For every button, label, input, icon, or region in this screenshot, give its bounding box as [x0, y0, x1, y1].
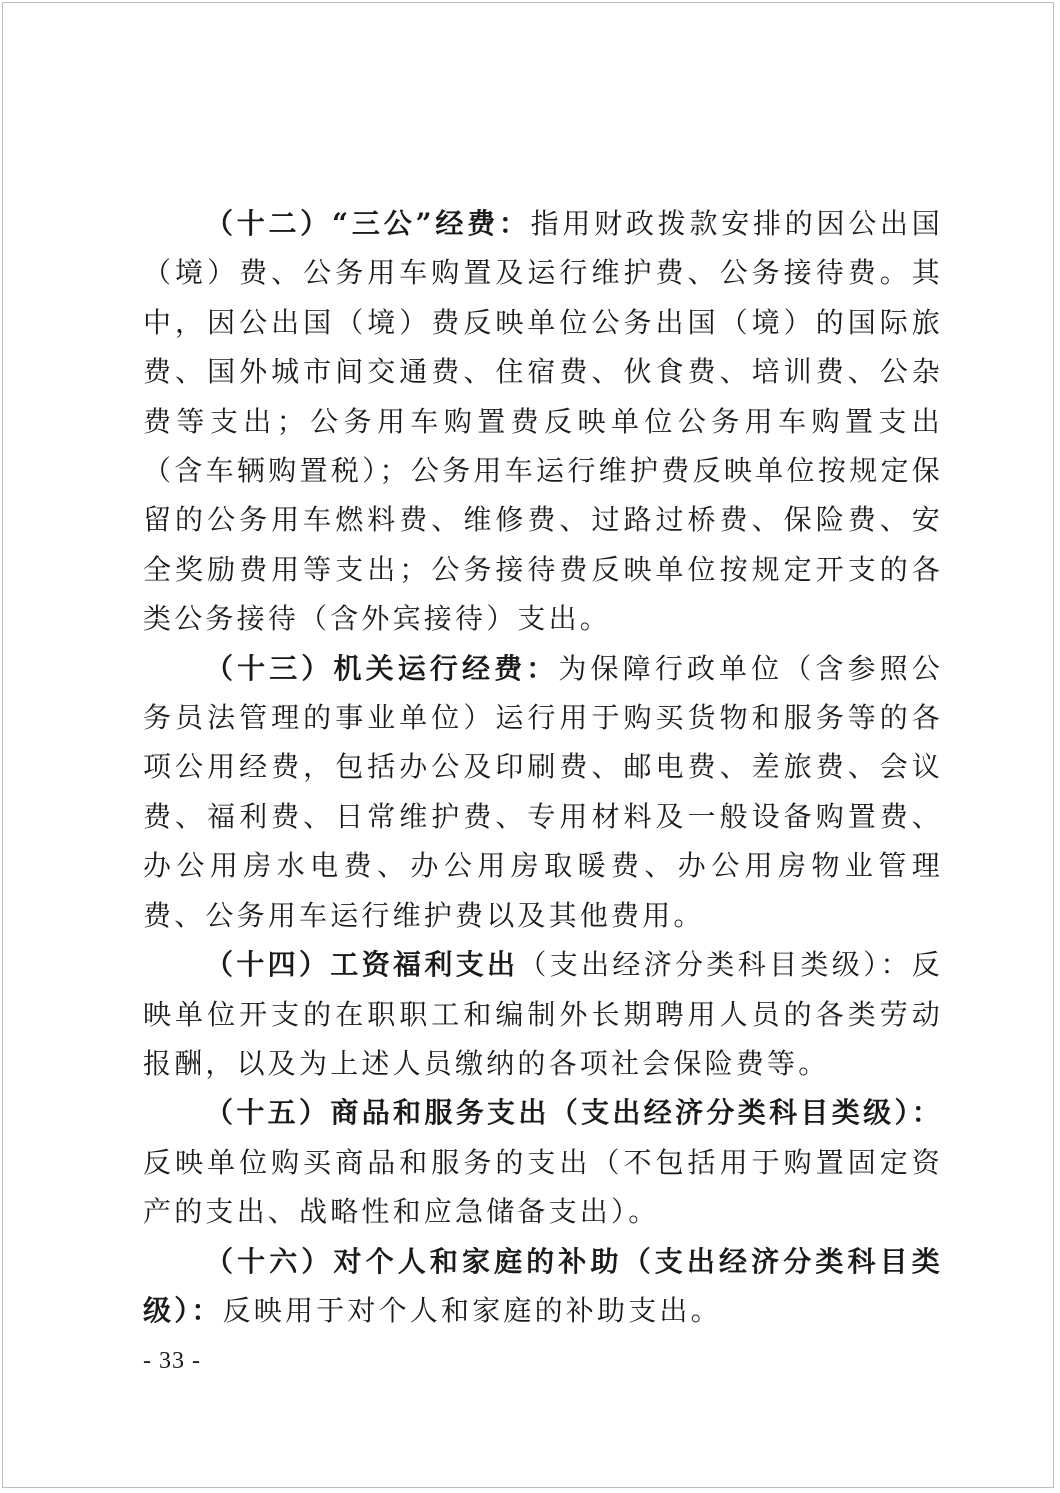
- paragraph-agency-operating-funds: [143, 644, 943, 940]
- paragraph-heading: （十三）机关运行经费：: [205, 651, 559, 685]
- paragraph-sangong-funds: [143, 199, 943, 644]
- paragraph-text: 反映用于对个人和家庭的补助支出。: [222, 1293, 722, 1327]
- paragraph-wages-benefits: [143, 940, 943, 1088]
- paragraph-text: 指用财政拨款安排的因公出国（境）费、公务用车购置及运行维护费、公务接待费。其中，因公出国（境）费反映单位公务出国（境）的国际旅费、国外城市间交通费、住宿费、伙食费、培训费、公杂费等支出；公务用车购置费反映单位公务用车购置支出（含车辆购置税）；公务用车运行维护费反映单位按规定保留的公务用车燃料费、维修费、过路过桥费、保险费、安全奖励费用等支出；公务接待费反映单位按规定开支的各类公务接待（含外宾接待）支出。: [143, 207, 943, 636]
- document-body: [143, 199, 943, 1335]
- paragraph-heading: （十六）对个人和家庭的补助（支出经济分类科目类级）：: [143, 1244, 943, 1327]
- paragraph-heading: （十五）商品和服务支出（支出经济分类科目类级）：: [205, 1096, 943, 1130]
- paragraph-text: （支出经济分类科目类级）：反映单位开支的在职职工和编制外长期聘用人员的各类劳动报酬，以及为上述人员缴纳的各项社会保险费等。: [143, 948, 943, 1080]
- page-number: - 33 -: [143, 1348, 201, 1374]
- paragraph-text: 反映单位购买商品和服务的支出（不包括用于购置固定资产的支出、战略性和应急储备支出）。: [143, 1145, 943, 1229]
- paragraph-household-subsidies: [143, 1237, 943, 1336]
- paragraph-text: 为保障行政单位（含参照公务员法管理的事业单位）运行用于购买货物和服务等的各项公用经费，包括办公及印刷费、邮电费、差旅费、会议费、福利费、日常维护费、专用材料及一般设备购置费、办公用房水电费、办公用房取暖费、办公用房物业管理费、公务用车运行维护费以及其他费用。: [143, 651, 944, 932]
- paragraph-heading: （十四）工资福利支出: [205, 948, 519, 982]
- paragraph-heading: （十二）“三公”经费：: [205, 207, 531, 240]
- paragraph-goods-services: [143, 1088, 943, 1236]
